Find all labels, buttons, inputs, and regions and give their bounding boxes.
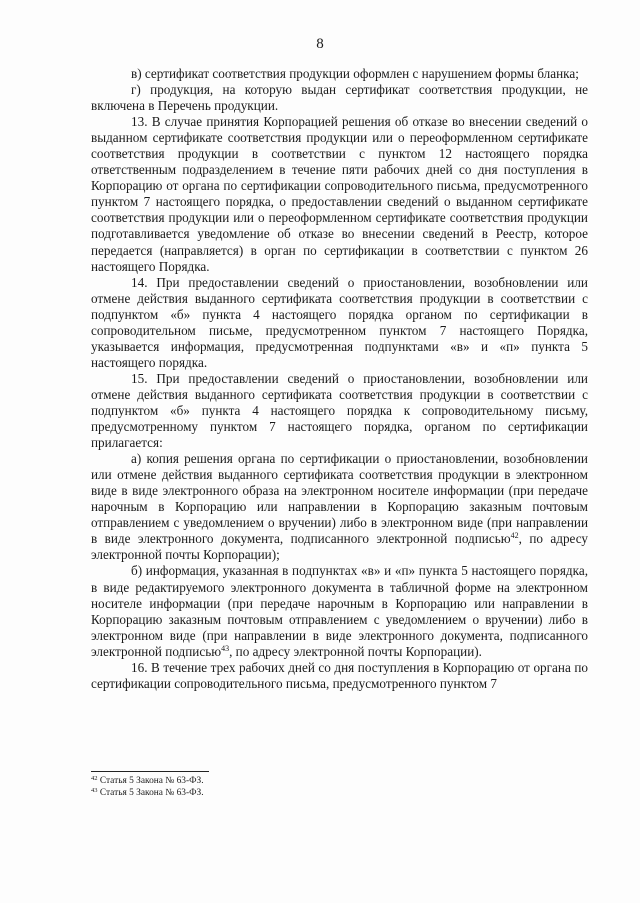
paragraph-text: б) информация, указанная в подпунктах «в» и «п» пункта 5 настоящего порядка, в виде редактируемого электронного документа в табличной форме на электронном носителе информации (при передаче нарочным в Корпорацию или направлении в Корпорацию заказным почтовым отправлением с уведомлением о вручении) либо в электронном виде (при направлении в виде электронного документа, подписанного электронной подписью	[91, 563, 588, 659]
paragraph	[91, 451, 588, 563]
paragraph-text: 14. При предоставлении сведений о приостановлении, возобновлении или отмене действия выданного сертификата соответствия продукции в соответствии с подпунктом «б» пункта 4 настоящего порядка органом по сертификации в сопроводительном письме, предусмотренном пунктом 7 настоящего Порядка, указывается информация, предусмотренная подпунктами «в» и «п» пункта 5 настоящего порядка.	[91, 274, 588, 370]
paragraph-text: , по адресу электронной почты Корпорации);	[91, 531, 588, 563]
paragraph-text: 15. При предоставлении сведений о приостановлении, возобновлении или отмене действия выданного сертификата соответствия продукции в соответствии с подпунктом «б» пункта 4 настоящего порядка к сопроводительному письму, предусмотренному пунктом 7 настоящего порядка, органом по сертификации прилагается:	[91, 370, 588, 451]
paragraph	[91, 563, 588, 659]
footnote	[91, 787, 391, 799]
paragraph-text: 16. В течение трех рабочих дней со дня поступления в Корпорацию от органа по сертификации сопроводительного письма, предусмотренного пунктом 7	[91, 659, 588, 691]
paragraph-text: 13. В случае принятия Корпорацией решения об отказе во внесении сведений о выданном сертификате соответствия продукции или о переоформленном сертификате соответствия продукции в соответствии с пунктом 12 настоящего порядка ответственным подразделением в течение пяти рабочих дней со дня поступления в Корпорацию от органа по сертификации сопроводительного письма, предусмотренного пунктом 7 настоящего порядка, о предоставлении сведений о выданном сертификате соответствия продукции или о переоформленном сертификате соответствия продукции подготавливается уведомление об отказе во внесении сведений в Реестр, которое передается (направляется) в орган по сертификации в соответствии с пунктом 26 настоящего Порядка.	[91, 114, 588, 274]
footnote-separator	[91, 771, 209, 772]
footnotes	[91, 775, 391, 799]
page-number: 8	[316, 36, 324, 52]
paragraph	[91, 371, 588, 451]
paragraph-text: в) сертификат соответствия продукции оформлен с нарушением формы бланка;	[131, 66, 579, 81]
paragraph	[91, 660, 588, 692]
paragraph	[91, 275, 588, 371]
footnote-text: Статья 5 Закона № 63-ФЗ.	[97, 788, 204, 798]
paragraph	[91, 66, 588, 82]
paragraph	[91, 82, 588, 114]
body-text	[91, 66, 588, 692]
footnote-reference: 43	[221, 643, 230, 653]
footnote-mark: 42	[91, 775, 98, 782]
footnote-reference: 42	[510, 531, 519, 541]
paragraph-text: а) копия решения органа по сертификации о приостановлении, возобновлении или отмене действия выданного сертификата соответствия продукции в электронном виде в виде электронного образа на электронном носителе информации (при передаче нарочным в Корпорацию или направлении в Корпорацию заказным почтовым отправлением с уведомлением о вручении) либо в электронном виде (при направлении в виде электронного документа, подписанного электронной подписью	[91, 451, 588, 547]
footnote	[91, 775, 391, 787]
paragraph-text: г) продукция, на которую выдан сертификат соответствия продукции, не включена в Перечень продукции.	[91, 82, 588, 114]
paragraph-text: , по адресу электронной почты Корпорации).	[229, 643, 482, 659]
footnote-mark: 43	[91, 787, 98, 794]
paragraph	[91, 114, 588, 274]
footnote-text: Статья 5 Закона № 63-ФЗ.	[97, 776, 204, 786]
